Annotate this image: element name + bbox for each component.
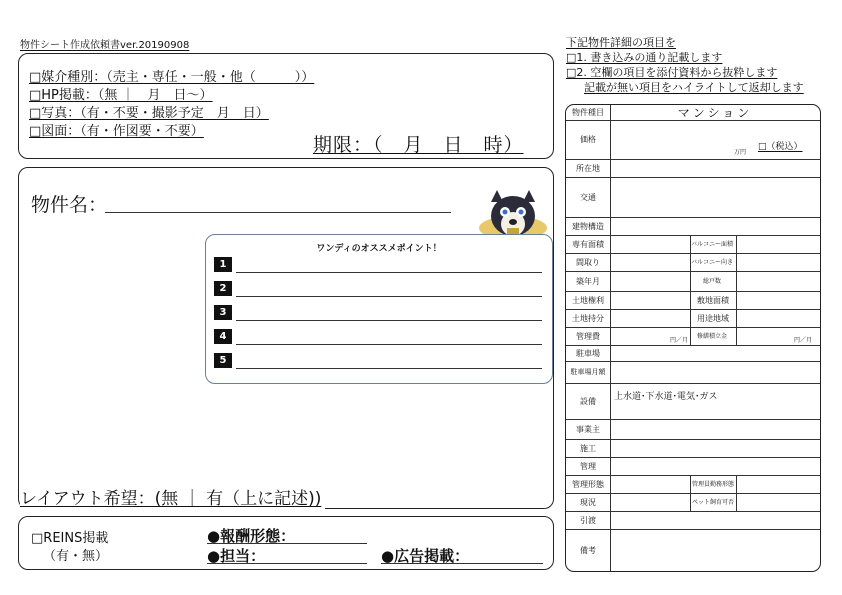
reins-choice[interactable]: （有・無） bbox=[43, 549, 109, 564]
builder-label: 施工 bbox=[580, 443, 596, 453]
property-name-field[interactable] bbox=[105, 212, 451, 213]
staff-label: ●担当： bbox=[207, 547, 266, 565]
pets-allowed-label: ペット飼育可否 bbox=[691, 498, 734, 506]
manager-work-form-label: 管理員勤務形態 bbox=[691, 480, 734, 488]
management-fee-unit: 円／月 bbox=[670, 337, 689, 344]
management-company-label: 管理 bbox=[580, 461, 596, 471]
point-line-4[interactable] bbox=[236, 344, 542, 345]
price-label: 価格 bbox=[580, 135, 596, 144]
tax-included-checkbox[interactable]: □（税込） bbox=[758, 142, 803, 152]
form-title: 物件シート作成依頼書ver.20190908 bbox=[20, 40, 190, 51]
property-type-label: 物件種目 bbox=[572, 108, 604, 117]
built-date-label: 築年月 bbox=[576, 276, 600, 286]
hp-listing-line[interactable]: □HP掲載：（無 ｜ 月 日〜） bbox=[29, 88, 213, 103]
layout-label: 間取り bbox=[576, 257, 600, 267]
zoning-label: 用途地域 bbox=[697, 313, 729, 323]
facilities-label: 設備 bbox=[580, 396, 596, 406]
instruction-line-4: 記載が無い項目をハイライトして返却します bbox=[584, 81, 804, 94]
total-units-label: 総戸数 bbox=[702, 277, 721, 285]
point-number-3: 3 bbox=[214, 305, 232, 320]
developer-label: 事業主 bbox=[576, 424, 600, 434]
land-rights-label: 土地権利 bbox=[572, 295, 604, 305]
point-line-5[interactable] bbox=[236, 368, 542, 369]
parking-monthly-label: 駐車場月額 bbox=[570, 368, 606, 376]
recommend-points-box bbox=[205, 234, 553, 384]
label-column-divider bbox=[610, 105, 611, 571]
fee-type-label: ●報酬形態： bbox=[207, 527, 296, 545]
pair-divider-c bbox=[690, 475, 691, 511]
photo-line[interactable]: □写真：（有・不要・撮影予定 月 日） bbox=[29, 106, 269, 121]
location-label: 所在地 bbox=[576, 163, 600, 173]
management-form-label: 管理形態 bbox=[572, 479, 604, 489]
recommend-title: ワンディのオススメポイント！ bbox=[316, 244, 442, 254]
pair-divider-d bbox=[736, 475, 737, 511]
layout-request[interactable]: レイアウト希望：(無 ｜ 有（上に記述)) bbox=[20, 484, 325, 509]
instruction-option-1[interactable]: □1. 書き込みの通り記載します bbox=[566, 51, 723, 64]
repair-fund-unit: 円／月 bbox=[794, 337, 813, 344]
handover-label: 引渡 bbox=[580, 515, 596, 525]
land-share-label: 土地持分 bbox=[572, 313, 604, 323]
transport-label: 交通 bbox=[580, 192, 596, 202]
point-line-3[interactable] bbox=[236, 320, 542, 321]
instruction-option-2[interactable]: □2. 空欄の項目を添付資料から抜粋します bbox=[566, 66, 778, 79]
point-line-2[interactable] bbox=[236, 296, 542, 297]
facilities-value[interactable]: 上水道･下水道･電気･ガス bbox=[614, 392, 718, 402]
price-unit: 万円 bbox=[734, 149, 747, 156]
current-status-label: 現況 bbox=[580, 497, 596, 507]
property-type-value[interactable]: マンション bbox=[677, 106, 753, 120]
pair-divider-b bbox=[736, 235, 737, 345]
point-number-1: 1 bbox=[214, 257, 232, 272]
deadline[interactable]: 期限：（ 月 日 時） bbox=[313, 134, 524, 156]
balcony-area-label: バルコニー面積 bbox=[690, 240, 733, 248]
balcony-direction-label: バルコニー向き bbox=[690, 258, 733, 266]
staff-field[interactable] bbox=[207, 563, 367, 564]
listing-info-box bbox=[18, 516, 554, 570]
remarks-label: 備考 bbox=[580, 545, 596, 555]
point-number-4: 4 bbox=[214, 329, 232, 344]
property-name-label: 物件名： bbox=[31, 194, 108, 216]
pair-divider-a bbox=[690, 235, 691, 345]
brokerage-type-line[interactable]: □媒介種別：（売主・専任・一般・他（ ）） bbox=[29, 70, 315, 85]
request-options-box bbox=[18, 53, 554, 159]
repair-fund-label: 修繕積立金 bbox=[696, 332, 727, 340]
reins-label[interactable]: □REINS掲載 bbox=[31, 531, 109, 546]
floorplan-line[interactable]: □図面：（有・作図要・不要） bbox=[29, 124, 204, 139]
point-line-1[interactable] bbox=[236, 272, 542, 273]
point-number-2: 2 bbox=[214, 281, 232, 296]
area-label: 専有面積 bbox=[572, 239, 604, 249]
management-fee-label: 管理費 bbox=[576, 331, 600, 341]
parking-label: 駐車場 bbox=[576, 348, 600, 358]
point-number-5: 5 bbox=[214, 353, 232, 368]
fee-type-field[interactable] bbox=[207, 543, 367, 544]
ad-field[interactable] bbox=[381, 563, 543, 564]
property-main-box bbox=[18, 167, 554, 509]
site-area-label: 敷地面積 bbox=[697, 295, 729, 305]
ad-label: ●広告掲載： bbox=[381, 547, 470, 565]
instruction-line-1: 下記物件詳細の項目を bbox=[566, 36, 676, 49]
property-detail-table bbox=[565, 104, 821, 572]
structure-label: 建物構造 bbox=[572, 221, 604, 231]
